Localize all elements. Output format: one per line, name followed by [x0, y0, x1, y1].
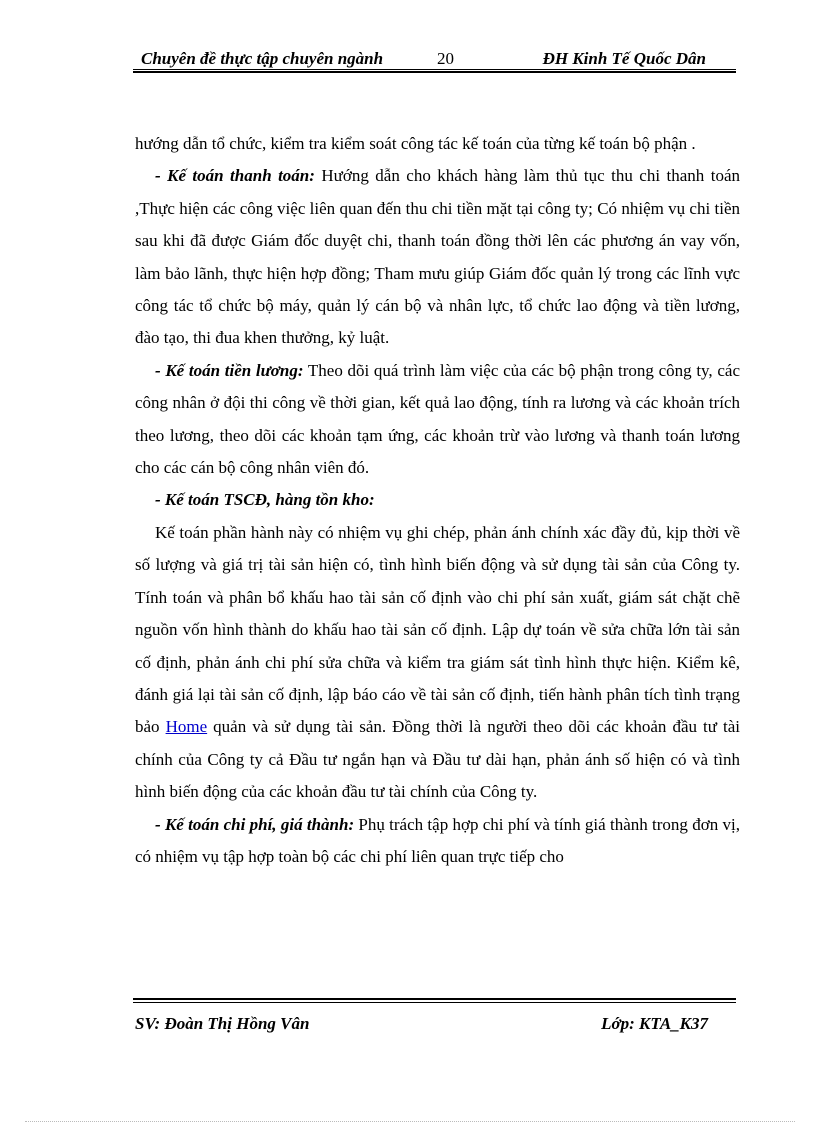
asset-accounting-label: - Kế toán TSCĐ, hàng tồn kho:	[155, 490, 375, 510]
footer-class: Lớp: KTA_K37	[601, 1014, 708, 1033]
paragraph-salary-accounting: - Kế toán tiền lương: Theo dõi quá trình làm việc của các bộ phận trong công ty, các công nhân ở đội thi công về thời gian, kết quả lao động, tính ra lương và các khoản trích theo lương, theo dõi các khoản tạm ứng, các khoản trừ vào lương và thanh toán lương cho các cán bộ công nhân viên đó.	[135, 360, 740, 478]
footer-student: SV: Đoàn Thị Hồng Vân	[135, 1014, 310, 1033]
paragraph-asset-heading	[135, 484, 740, 516]
page-number: 20	[437, 49, 454, 68]
header-title: Chuyên đề thực tập chuyên ngành	[141, 49, 384, 68]
header-rule-thin	[133, 69, 736, 70]
paragraph-asset-accounting: Kế toán phần hành này có nhiệm vụ ghi chép, phản ánh chính xác đầy đủ, kịp thời về số lượng và giá trị tài sản hiện có, tình hình biến động và sử dụng tài sản của Công ty. Tính toán và phân bổ khấu hao tài sản cố định vào chi phí sản xuất, giám sát chặt chẽ nguồn vốn hình thành do khấu hao tài sản cố định. Lập dự toán về sửa chữa lớn tài sản cố định, phản ánh chi phí sửa chữa và kiểm tra giám sát tình hình thực hiện. Kiểm kê, đánh giá lại tài sản cố định, lập báo cáo về tài sản cố định, tiến hành phân tích tình trạng bảo Home quản và sử dụng tài sản. Đồng thời là người theo dõi các khoản đầu tư tài chính của Công ty cả Đầu tư ngắn hạn và Đầu tư dài hạn, phản ánh số hiện có và tình hình biến động của các khoản đầu tư tài chính của Công ty.	[135, 522, 740, 802]
paragraph-payment-accounting: - Kế toán thanh toán: Hướng dẫn cho khách hàng làm thủ tục thu chi thanh toán ,Thực hiện các công việc liên quan đến thu chi tiền mặt tại công ty; Có nhiệm vụ chi tiền sau khi đã được Giám đốc duyệt chi, thanh toán đồng thời lên các phương án vay vốn, làm bảo lãnh, thực hiện hợp đồng; Tham mưu giúp Giám đốc quản lý trong các lĩnh vực công tác tổ chức bộ máy, quản lý cán bộ và nhân lực, tổ chức lao động và tiền lương, đào tạo, thi đua khen thưởng, kỷ luật.	[135, 166, 740, 348]
cost-accounting-label: - Kế toán chi phí, giá thành:	[155, 814, 355, 834]
footer-rule-thin	[133, 1002, 736, 1003]
header-university: ĐH Kinh Tế Quốc Dân	[542, 49, 706, 68]
document-body	[135, 128, 740, 873]
payment-accounting-label: - Kế toán thanh toán:	[155, 166, 315, 186]
header-rule-thick	[133, 71, 736, 73]
page-footer	[133, 1012, 736, 1036]
home-link[interactable]: Home	[165, 717, 208, 737]
footer-rule-thick	[133, 998, 736, 1000]
paragraph-intro: hướng dẫn tổ chức, kiểm tra kiểm soát công tác kế toán của từng kế toán bộ phận .	[135, 134, 696, 153]
salary-accounting-label: - Kế toán tiền lương:	[155, 360, 304, 380]
page-bottom-dotted-line	[25, 1121, 795, 1122]
paragraph-cost-accounting: - Kế toán chi phí, giá thành: Phụ trách tập hợp chi phí và tính giá thành trong đơn vị, có nhiệm vụ tập hợp toàn bộ các chi phí liên quan trực tiếp cho	[135, 814, 740, 866]
